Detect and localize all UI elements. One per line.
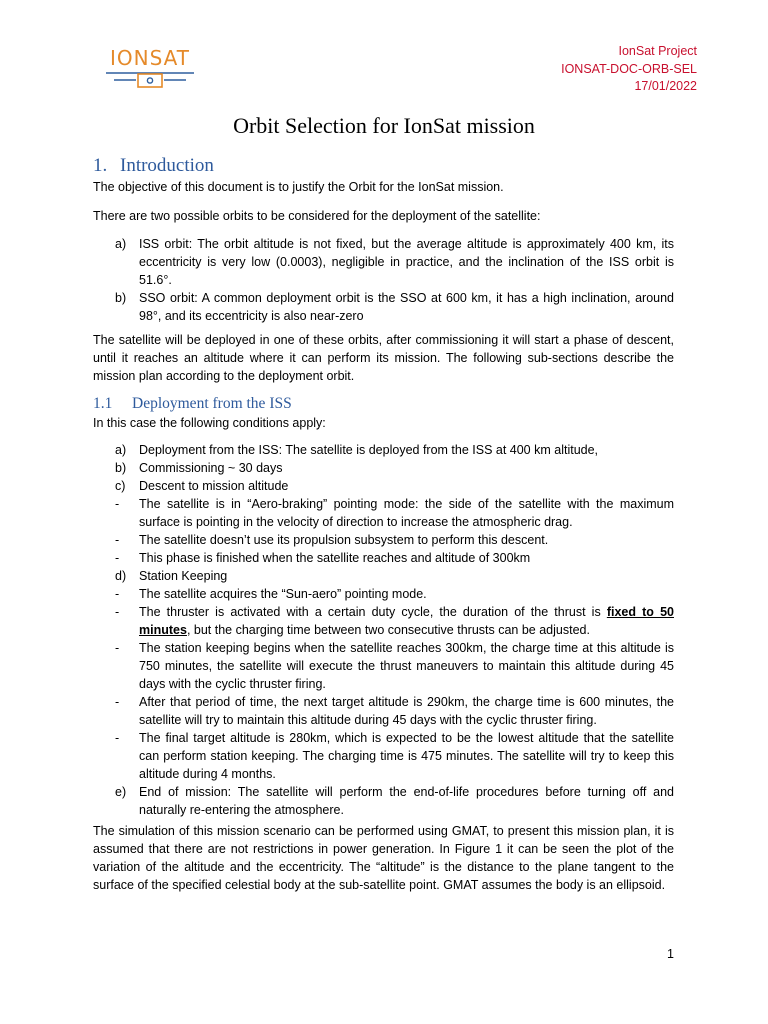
list-marker: c) xyxy=(115,479,126,493)
list-item xyxy=(115,441,674,459)
list-item-text: This phase is finished when the satellite reaches and altitude of 300km xyxy=(139,551,531,565)
list-item-text: Deployment from the ISS: The satellite is deployed from the ISS at 400 km altitude, xyxy=(139,443,599,457)
iss-intro-paragraph: In this case the following conditions apply: xyxy=(93,416,326,430)
list-item-text: The station keeping begins when the satellite reaches 300km, the charge time at this altitude is 750 minutes, the satellite will execute the thrust maneuvers to maintain this altitude during 45 days with the cyclic thruster firing. xyxy=(139,641,674,691)
list-item-text: The final target altitude is 280km, which is expected to be the lowest altitude that the satellite can perform station keeping. The charging time is 475 minutes. The satellite will try to keep this altitude during 4 months. xyxy=(139,731,674,781)
document-title: Orbit Selection for IonSat mission xyxy=(233,113,535,138)
list-marker: - xyxy=(115,731,120,745)
list-marker: - xyxy=(115,533,120,547)
document-id: IONSAT-DOC-ORB-SEL xyxy=(561,61,697,76)
list-marker: - xyxy=(115,587,120,601)
list-marker: - xyxy=(115,641,120,655)
list-item xyxy=(115,235,674,289)
section-1-1-title: Deployment from the ISS xyxy=(132,395,292,412)
intro-paragraph-3: The satellite will be deployed in one of these orbits, after commissioning it will start a phase of descent, until it reaches an altitude where it can perform its mission. The following sub-sections describe the mission plan according to the deployment orbit. xyxy=(93,333,674,383)
list-item-text: Commissioning ~ 30 days xyxy=(139,461,283,475)
simulation-paragraph: The simulation of this mission scenario can be performed using GMAT, to present this mission plan, it is assumed that there are not restrictions in power generation. In Figure 1 it can be seen the plot of the variation of the altitude and the eccentricity. The “altitude” is the distance to the plane tangent to the surface of the specified celestial body at the sub-satellite point. GMAT assumes the body is an ellipsoid. xyxy=(93,824,674,892)
ionsat-logo xyxy=(102,48,198,94)
list-marker: a) xyxy=(115,237,127,251)
list-item xyxy=(115,693,674,729)
list-marker: e) xyxy=(115,785,127,799)
document-header-info xyxy=(561,43,697,96)
list-item xyxy=(115,639,674,693)
document-date: 17/01/2022 xyxy=(634,79,697,93)
page-number: 1 xyxy=(667,947,674,961)
list-item-text: The satellite acquires the “Sun-aero” pointing mode. xyxy=(139,587,427,601)
list-item xyxy=(115,729,674,783)
logo-text: IONSAT xyxy=(109,46,190,70)
section-1-1-heading xyxy=(93,395,292,413)
text-segment: , but the charging time between two consecutive thrusts can be adjusted. xyxy=(186,623,590,637)
list-item xyxy=(115,549,674,567)
list-item-text: Descent to mission altitude xyxy=(139,479,289,493)
list-item xyxy=(115,603,674,639)
list-marker: - xyxy=(115,551,120,565)
list-item-text: The satellite doesn’t use its propulsion subsystem to perform this descent. xyxy=(139,533,549,547)
section-1-heading xyxy=(93,155,214,177)
list-marker: d) xyxy=(115,569,127,583)
intro-paragraph-2: There are two possible orbits to be considered for the deployment of the satellite: xyxy=(93,209,541,223)
list-item-text: End of mission: The satellite will perform the end-of-life procedures before turning off and naturally re-entering the atmosphere. xyxy=(139,785,674,817)
list-marker: - xyxy=(115,695,120,709)
list-item xyxy=(115,783,674,819)
logo-satellite-icon xyxy=(102,70,198,90)
list-item xyxy=(115,459,674,477)
iss-conditions-list xyxy=(115,441,674,819)
list-item xyxy=(115,531,674,549)
section-1-1-number: 1.1 xyxy=(93,395,113,412)
list-item-text: ISS orbit: The orbit altitude is not fixed, but the average altitude is approximately 400 km, its eccentricity is very low (0.0003), negligible in practice, and the inclination of the ISS orbit is 51.6°. xyxy=(139,237,674,287)
list-item-text: SSO orbit: A common deployment orbit is the SSO at 600 km, it has a high inclination, around 98°, and its eccentricity is also near-zero xyxy=(139,291,674,323)
list-item-text: After that period of time, the next target altitude is 290km, the charge time is 600 minutes, the satellite will try to maintain this altitude during 45 days with the cyclic thruster firing. xyxy=(139,695,674,727)
list-item xyxy=(115,289,674,325)
list-item xyxy=(115,495,674,531)
text-segment: The thruster is activated with a certain duty cycle, the duration of the thrust is xyxy=(139,605,607,619)
list-item-text: The satellite is in “Aero-braking” pointing mode: the side of the satellite with the maximum surface is pointing in the velocity of direction to increase the atmospheric drag. xyxy=(139,497,674,529)
list-item xyxy=(115,567,674,585)
intro-paragraph-1: The objective of this document is to justify the Orbit for the IonSat mission. xyxy=(93,180,504,194)
orbit-options-list xyxy=(115,235,674,325)
emphasized-text: fixed to 50 minutes xyxy=(139,605,674,637)
list-item xyxy=(115,585,674,603)
list-marker: - xyxy=(115,605,120,619)
section-1-title: Introduction xyxy=(120,155,214,176)
list-marker: b) xyxy=(115,461,127,475)
list-marker: b) xyxy=(115,291,127,305)
project-name: IonSat Project xyxy=(618,44,697,58)
list-item-text: Station Keeping xyxy=(139,569,228,583)
list-marker: - xyxy=(115,497,120,511)
list-marker: a) xyxy=(115,443,127,457)
list-item-text xyxy=(139,603,674,639)
list-item xyxy=(115,477,674,495)
section-1-number: 1. xyxy=(93,155,108,176)
